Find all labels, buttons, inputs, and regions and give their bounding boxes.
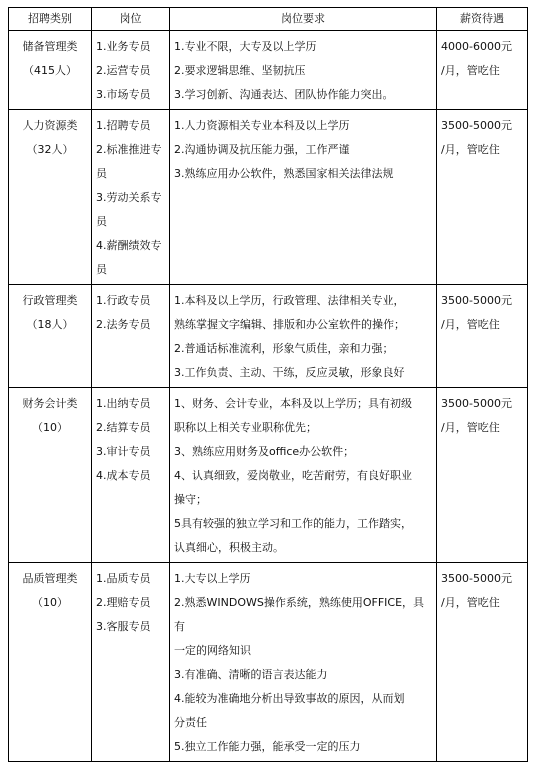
requirements-cell <box>170 31 437 110</box>
category-line: 品质管理类 <box>22 572 78 585</box>
table-row <box>9 388 528 563</box>
header-position: 岗位 <box>92 8 170 31</box>
requirements-line: 熟练掌握文字编辑、排版和办公室软件的操作； <box>174 318 405 331</box>
category-line: （10） <box>32 421 68 434</box>
positions-line: 1.招聘专员 <box>96 119 151 132</box>
category-line: 人力资源类 <box>22 119 78 132</box>
requirements-line: 职称以上相关专业职称优先； <box>174 421 317 434</box>
salary-line: 3500-5000元 <box>441 294 512 307</box>
requirements-line: 3.学习创新、沟通表达、团队协作能力突出。 <box>174 88 394 101</box>
salary-line: 3500-5000元 <box>441 397 512 410</box>
requirements-line: 2.沟通协调及抗压能力强，工作严谨 <box>174 143 350 156</box>
requirements-cell <box>170 563 437 762</box>
requirements-line: 3.熟练应用办公软件，熟悉国家相关法律法规 <box>174 167 394 180</box>
requirements-line: 操守； <box>174 493 207 506</box>
salary-line: /月，管吃住 <box>441 318 500 331</box>
table-row <box>9 563 528 762</box>
requirements-line: 3.有准确、清晰的语言表达能力 <box>174 668 328 681</box>
requirements-line: 3.工作负责、主动、干练，反应灵敏，形象良好 <box>174 366 405 379</box>
category-cell <box>9 285 92 388</box>
requirements-line: 5具有较强的独立学习和工作的能力，工作踏实， <box>174 517 412 530</box>
category-line: 行政管理类 <box>22 294 78 307</box>
positions-line: 2.法务专员 <box>96 318 151 331</box>
requirements-line: 2.普通话标准流利，形象气质佳，亲和力强； <box>174 342 394 355</box>
positions-cell <box>92 31 170 110</box>
positions-line: 1.品质专员 <box>96 572 151 585</box>
positions-cell <box>92 285 170 388</box>
salary-line: /月，管吃住 <box>441 143 500 156</box>
category-line: （415人） <box>23 64 77 77</box>
positions-line: 3.劳动关系专 <box>96 191 162 204</box>
recruitment-table <box>8 7 528 762</box>
salary-line: /月，管吃住 <box>441 421 500 434</box>
category-cell <box>9 388 92 563</box>
positions-line: 3.审计专员 <box>96 445 151 458</box>
positions-line: 2.运营专员 <box>96 64 151 77</box>
salary-line: /月，管吃住 <box>441 64 500 77</box>
requirements-line: 4、认真细致，爱岗敬业，吃苦耐劳，有良好职业 <box>174 469 412 482</box>
header-salary: 薪资待遇 <box>437 8 528 31</box>
salary-cell <box>437 563 528 762</box>
salary-line: 4000-6000元 <box>441 40 512 53</box>
category-line: （32人） <box>26 143 74 156</box>
positions-line: 2.结算专员 <box>96 421 151 434</box>
positions-line: 4.薪酬绩效专 <box>96 239 162 252</box>
requirements-line: 2.要求逻辑思维、坚韧抗压 <box>174 64 306 77</box>
positions-line: 3.市场专员 <box>96 88 151 101</box>
positions-cell <box>92 388 170 563</box>
positions-line: 1.行政专员 <box>96 294 151 307</box>
positions-line: 员 <box>96 263 107 276</box>
requirements-line: 1.本科及以上学历，行政管理、法律相关专业， <box>174 294 405 307</box>
positions-line: 4.成本专员 <box>96 469 151 482</box>
requirements-line: 4.能较为准确地分析出导致事故的原因，从而划 <box>174 692 405 705</box>
positions-line: 3.客服专员 <box>96 620 151 633</box>
header-requirements: 岗位要求 <box>170 8 437 31</box>
category-cell <box>9 563 92 762</box>
requirements-cell <box>170 388 437 563</box>
requirements-line: 5.独立工作能力强，能承受一定的压力 <box>174 740 361 753</box>
positions-line: 1.业务专员 <box>96 40 151 53</box>
positions-cell <box>92 110 170 285</box>
salary-cell <box>437 31 528 110</box>
requirements-line: 认真细心，积极主动。 <box>174 541 284 554</box>
positions-line: 2.理赔专员 <box>96 596 151 609</box>
requirements-line: 1.人力资源相关专业本科及以上学历 <box>174 119 350 132</box>
salary-cell <box>437 110 528 285</box>
category-line: （10） <box>32 596 68 609</box>
salary-cell <box>437 285 528 388</box>
table-row <box>9 31 528 110</box>
positions-cell <box>92 563 170 762</box>
salary-line: /月，管吃住 <box>441 596 500 609</box>
requirements-line: 2.熟悉WINDOWS操作系统，熟练使用OFFICE，具有 <box>174 596 425 633</box>
table-row <box>9 110 528 285</box>
requirements-line: 1、财务、会计专业，本科及以上学历；具有初级 <box>174 397 412 410</box>
category-line: 财务会计类 <box>22 397 78 410</box>
requirements-cell <box>170 285 437 388</box>
positions-line: 2.标准推进专 <box>96 143 162 156</box>
positions-line: 员 <box>96 215 107 228</box>
salary-line: 3500-5000元 <box>441 572 512 585</box>
category-cell <box>9 31 92 110</box>
category-cell <box>9 110 92 285</box>
category-line: 储备管理类 <box>22 40 78 53</box>
requirements-line: 分责任 <box>174 716 207 729</box>
table-body <box>9 31 528 762</box>
salary-cell <box>437 388 528 563</box>
requirements-line: 1.专业不限，大专及以上学历 <box>174 40 317 53</box>
header-category: 招聘类别 <box>9 8 92 31</box>
table-row <box>9 285 528 388</box>
header-row <box>9 8 528 31</box>
requirements-line: 3、熟练应用财务及office办公软件； <box>174 445 355 458</box>
category-line: （18人） <box>26 318 74 331</box>
requirements-line: 一定的网络知识 <box>174 644 251 657</box>
positions-line: 员 <box>96 167 107 180</box>
salary-line: 3500-5000元 <box>441 119 512 132</box>
requirements-line: 1.大专以上学历 <box>174 572 251 585</box>
requirements-cell <box>170 110 437 285</box>
positions-line: 1.出纳专员 <box>96 397 151 410</box>
